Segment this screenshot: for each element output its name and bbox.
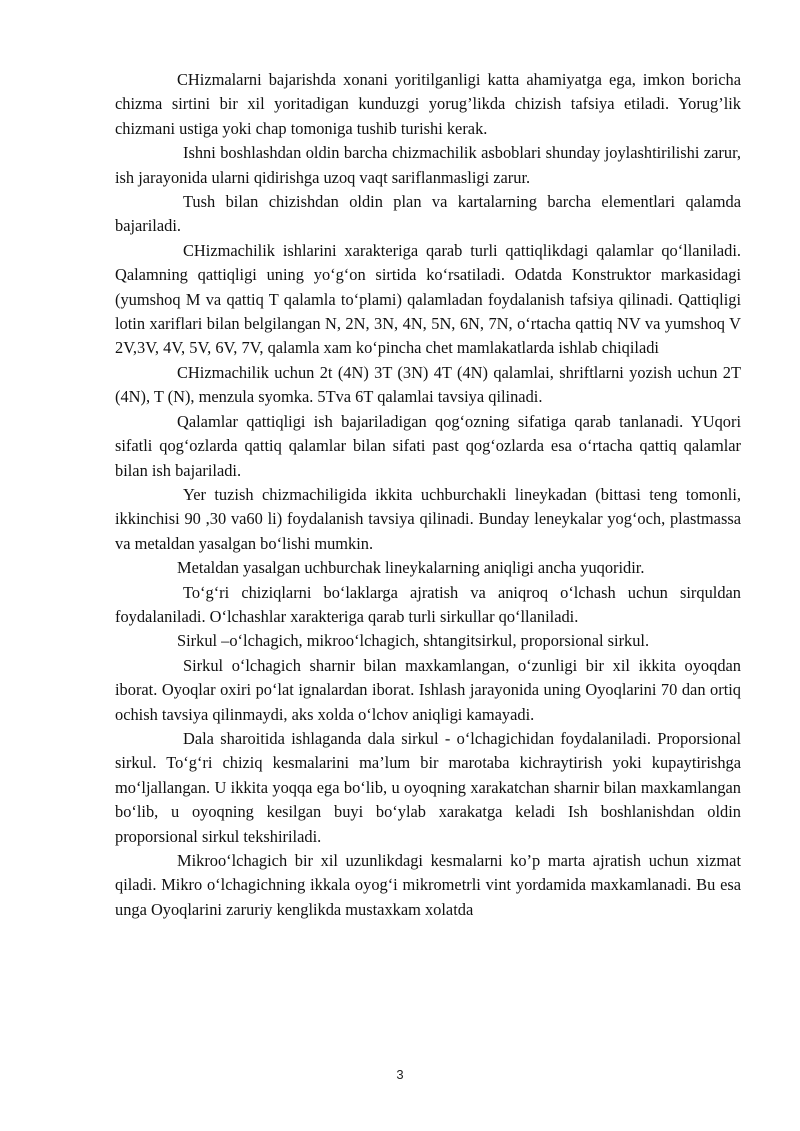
page-number: 3 (396, 1067, 404, 1082)
paragraph: CHizmalarni bajarishda xonani yoritilganligi katta ahamiyatga ega, imkon boricha chizma sirtini bir xil yoritadigan kunduzgi yorug’likda chizish tafsiya etiladi. Yorug’lik chizmani ustiga yoki chap tomoniga tushib turishi kerak. (115, 70, 741, 138)
paragraph: CHizmachilik ishlarini xarakteriga qarab turli qattiqlikdagi qalamlar qo‘llaniladi. Qalamning qattiqligi uning yo‘g‘on sirtida ko‘rsatiladi. Odatda Konstruktor markasidagi (yumshoq M va qattiq T qalamla to‘plami) qalamladan foydalanish tafsiya qilinadi. Qattiqligi lotin xariflari bilan belgilangan N, 2N, 3N, 4N, 5N, 6N, 7N, o‘rtacha qattiq NV va yumshoq V 2V,3V, 4V, 5V, 6V, 7V, qalamla xam ko‘pincha chet mamlakatlarda ishlab chiqiladi (115, 240, 741, 358)
body-text (115, 68, 741, 922)
paragraph: Sirkul –o‘lchagich, mikroo‘lchagich, shtangitsirkul, proporsional sirkul. (177, 631, 650, 651)
paragraph: Metaldan yasalgan uchburchak lineykalarning aniqligi ancha yuqoridir. (177, 558, 645, 578)
paragraph: To‘g‘ri chiziqlarni bo‘laklarga ajratish va aniqroq o‘lchash uchun sirquldan foydalaniladi. O‘lchashlar xarakteriga qarab turli sirkullar qo‘llaniladi. (115, 582, 741, 626)
paragraph: Yer tuzish chizmachiligida ikkita uchburchakli lineykadan (bittasi teng tomonli, ikkinchisi 90 ,30 va60 li) foydalanish tavsiya qilinadi. Bunday leneykalar yog‘och, plastmassa va metaldan yasalgan bo‘lishi mumkin. (115, 484, 741, 553)
paragraph: Mikroo‘lchagich bir xil uzunlikdagi kesmalarni ko’p marta ajratish uchun xizmat qiladi. Mikro o‘lchagichning ikkala oyog‘i mikrometrli vint yordamida maxkamlanadi. Bu esa unga Oyoqlarini zaruriy kenglikda mustaxkam xolatda (115, 851, 741, 919)
paragraph: Tush bilan chizishdan oldin plan va kartalarning barcha elementlari qalamda bajariladi. (115, 192, 741, 236)
paragraph: Sirkul o‘lchagich sharnir bilan maxkamlangan, o‘zunligi bir xil ikkita oyoqdan iborat. Oyoqlar oxiri po‘lat ignalardan iborat. Ishlash jarayonida uning Oyoqlarini 70 dan ortiq ochish tavsiya qilinmaydi, aks xolda o‘lchov aniqligi kamayadi. (115, 655, 741, 724)
paragraph: Ishni boshlashdan oldin barcha chizmachilik asboblari shunday joylashtirilishi zarur, ish jarayonida ularni qidirishga uzoq vaqt sariflanmasligi zarur. (115, 143, 741, 187)
paragraph: Qalamlar qattiqligi ish bajariladigan qog‘ozning sifatiga qarab tanlanadi. YUqori sifatli qog‘ozlarda qattiq qalamlar bilan sifati past qog‘ozlarda esa o‘rtacha qattiq qalamlar bilan ish bajariladi. (115, 411, 741, 480)
paragraph: CHizmachilik uchun 2t (4N) 3T (3N) 4T (4N) qalamlai, shriftlarni yozish uchun 2T (4N), T (N), menzula syomka. 5Tva 6T qalamlai tavsiya qilinadi. (115, 362, 741, 407)
paragraph: Dala sharoitida ishlaganda dala sirkul - o‘lchagichidan foydalaniladi. Proporsional sirkul. To‘g‘ri chiziq kesmalarini ma’lum bir marotaba kichraytirish yoki kupaytirishga mo‘ljallangan. U ikkita yoqqa ega bo‘lib, u oyoqning xarakatchan sharnir bilan maxkamlangan bo‘lib, u oyoqning kesilgan buyi bo‘ylab xarakatga keladi Ish boshlanishdan oldin proporsional sirkul tekshiriladi. (115, 728, 741, 846)
